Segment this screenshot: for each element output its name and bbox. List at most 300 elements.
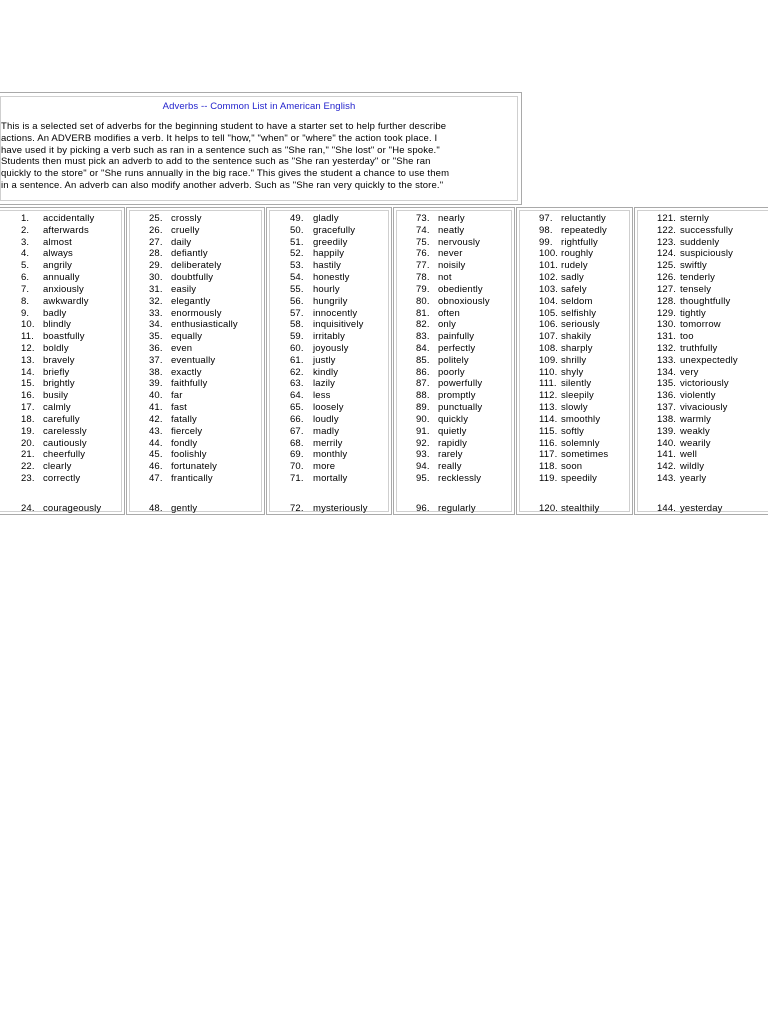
adverb-list-item <box>394 284 514 296</box>
intro-line: Students then must pick an adverb to add to the sentence such as "She ran yesterday" or "She ran <box>1 156 431 168</box>
adverb-word: shyly <box>561 366 584 378</box>
adverb-word: gently <box>171 503 198 514</box>
adverb-list-item <box>267 378 391 390</box>
adverb-list-item <box>267 503 391 515</box>
adverb-list-item <box>127 225 264 237</box>
adverb-list-item <box>394 461 514 473</box>
adverb-list-item <box>0 473 124 485</box>
adverb-list-item <box>0 378 124 390</box>
adverb-list-item <box>517 390 632 402</box>
adverb-number: 57. <box>290 307 304 319</box>
adverb-word: mortally <box>313 473 348 485</box>
adverb-word: loudly <box>313 413 339 425</box>
adverb-number: 12. <box>21 343 35 355</box>
adverb-word: busily <box>43 390 69 402</box>
adverb-number: 55. <box>290 283 304 295</box>
adverb-word: shrilly <box>561 354 587 366</box>
adverb-number: 21. <box>21 449 35 461</box>
adverb-list-item <box>267 260 391 272</box>
adverb-word: always <box>43 248 73 260</box>
adverb-number: 119. <box>539 473 558 485</box>
adverb-word: very <box>680 366 699 378</box>
adverb-list-item <box>635 260 768 272</box>
adverb-number: 51. <box>290 236 304 248</box>
adverb-list-item <box>635 503 768 515</box>
adverb-word: annually <box>43 272 80 284</box>
adverb-word: madly <box>313 425 340 437</box>
adverb-list-item <box>127 248 264 260</box>
adverb-list-item <box>127 426 264 438</box>
adverb-number: 44. <box>149 437 163 449</box>
adverb-list-item <box>635 248 768 260</box>
adverb-number: 71. <box>290 473 304 485</box>
adverb-word: victoriously <box>680 378 729 390</box>
adverb-list-item <box>394 331 514 343</box>
adverb-list-item <box>394 260 514 272</box>
adverb-number: 82. <box>416 319 430 331</box>
adverb-number: 130. <box>657 319 677 331</box>
adverb-list-item <box>394 367 514 379</box>
adverb-word: fatally <box>171 413 197 425</box>
adverb-word: even <box>171 343 193 355</box>
adverb-word: tomorrow <box>680 319 721 331</box>
adverb-list-item <box>0 438 124 450</box>
adverb-number: 117. <box>539 449 558 461</box>
adverb-list-item <box>127 414 264 426</box>
adverb-number: 31. <box>149 283 163 295</box>
adverb-list-item <box>0 503 124 515</box>
adverb-list-item <box>267 319 391 331</box>
adverb-number: 113. <box>539 402 558 414</box>
adverb-list-item <box>517 438 632 450</box>
adverb-list-item <box>635 426 768 438</box>
adverb-list-item <box>394 426 514 438</box>
adverb-list-item <box>0 367 124 379</box>
adverb-number: 28. <box>149 248 163 260</box>
adverb-word: sternly <box>680 213 710 224</box>
adverb-list-item <box>394 402 514 414</box>
adverb-word: seriously <box>561 319 600 331</box>
adverb-number: 140. <box>657 437 677 449</box>
adverb-list-item <box>267 308 391 320</box>
adverb-word: frantically <box>171 473 213 485</box>
adverb-number: 107. <box>539 331 559 343</box>
adverb-word: wearily <box>680 437 711 449</box>
adverb-number: 110. <box>539 366 558 378</box>
adverb-number: 116. <box>539 437 558 449</box>
adverb-list-item <box>0 260 124 272</box>
adverb-list-item <box>517 426 632 438</box>
adverb-list-item <box>127 355 264 367</box>
adverb-word: well <box>680 449 697 461</box>
adverb-word: sharply <box>561 343 593 355</box>
adverb-list-item <box>394 503 514 515</box>
adverb-list-item <box>0 248 124 260</box>
adverb-word: far <box>171 390 183 402</box>
adverb-word: roughly <box>561 248 594 260</box>
adverb-number: 45. <box>149 449 163 461</box>
adverb-word: not <box>438 272 452 284</box>
adverb-word: nervously <box>438 236 481 248</box>
adverb-list-item <box>635 414 768 426</box>
adverb-word: violently <box>680 390 716 402</box>
adverb-word: rudely <box>561 260 588 272</box>
adverb-list-item <box>267 296 391 308</box>
adverb-number: 49. <box>290 213 304 224</box>
adverb-word: equally <box>171 331 203 343</box>
adverb-list-item <box>394 343 514 355</box>
adverb-number: 69. <box>290 449 304 461</box>
adverb-list-item <box>267 438 391 450</box>
adverb-word: joyously <box>313 343 349 355</box>
adverb-word: monthly <box>313 449 348 461</box>
adverb-number: 111. <box>539 378 557 390</box>
adverb-number: 20. <box>21 437 35 449</box>
adverb-word: reluctantly <box>561 213 606 224</box>
adverb-number: 59. <box>290 331 304 343</box>
adverb-list-item <box>517 319 632 331</box>
adverb-list-item <box>517 272 632 284</box>
adverb-list-item <box>517 213 632 225</box>
adverb-list-item <box>127 284 264 296</box>
adverb-column <box>393 207 515 515</box>
adverb-list-item <box>267 284 391 296</box>
adverb-number: 83. <box>416 331 430 343</box>
adverb-word: neatly <box>438 224 465 236</box>
adverb-number: 127. <box>657 283 677 295</box>
adverb-list-item <box>127 378 264 390</box>
adverb-word: enormously <box>171 307 222 319</box>
adverb-word: thoughtfully <box>680 295 731 307</box>
intro-line: actions. An ADVERB modifies a verb. It helps to tell "how," "when" or "where" the action took place. I <box>1 132 438 144</box>
adverb-word: brightly <box>43 378 75 390</box>
adverb-word: courageously <box>43 503 102 514</box>
adverb-list-item <box>394 248 514 260</box>
adverb-list-item <box>0 355 124 367</box>
adverb-list-item <box>267 449 391 461</box>
adverb-list-item <box>267 272 391 284</box>
adverb-number: 136. <box>657 390 677 402</box>
adverb-word: cheerfully <box>43 449 86 461</box>
adverb-number: 67. <box>290 425 304 437</box>
adverb-number: 132. <box>657 343 677 355</box>
adverb-word: stealthily <box>561 503 600 514</box>
adverb-list-item <box>394 308 514 320</box>
adverb-word: promptly <box>438 390 476 402</box>
adverb-list-item <box>635 308 768 320</box>
adverb-word: faithfully <box>171 378 208 390</box>
adverb-word: badly <box>43 307 67 319</box>
adverb-word: painfully <box>438 331 475 343</box>
adverb-word: kindly <box>313 366 339 378</box>
adverb-number: 144. <box>657 503 677 514</box>
adverb-number: 66. <box>290 413 304 425</box>
adverb-list-item <box>635 378 768 390</box>
adverb-list-item <box>0 272 124 284</box>
adverb-number: 112. <box>539 390 558 402</box>
adverb-word: sometimes <box>561 449 609 461</box>
adverb-number: 24. <box>21 503 35 514</box>
adverb-list-item <box>0 331 124 343</box>
adverb-list-item <box>394 378 514 390</box>
adverb-list-item <box>127 213 264 225</box>
adverb-number: 19. <box>21 425 35 437</box>
adverb-word: easily <box>171 283 197 295</box>
adverb-number: 85. <box>416 354 430 366</box>
adverb-number: 99. <box>539 236 553 248</box>
intro-line: have used it by picking a verb such as ran in a sentence such as "She ran," "She lost" or "He spoke." <box>1 144 440 156</box>
adverb-number: 35. <box>149 331 163 343</box>
adverb-number: 90. <box>416 413 430 425</box>
adverb-list-item <box>517 449 632 461</box>
adverb-word: perfectly <box>438 343 476 355</box>
adverb-word: greedily <box>313 236 348 248</box>
adverb-number: 105. <box>539 307 559 319</box>
adverb-list-item <box>635 461 768 473</box>
adverb-list-item <box>517 260 632 272</box>
adverb-word: rightfully <box>561 236 598 248</box>
adverb-list-item <box>0 225 124 237</box>
adverb-list-item <box>394 355 514 367</box>
adverb-number: 22. <box>21 461 35 473</box>
adverb-list-item <box>267 237 391 249</box>
adverb-number: 15. <box>21 378 35 390</box>
adverb-list-item <box>127 260 264 272</box>
adverb-number: 29. <box>149 260 163 272</box>
adverb-list-item <box>394 237 514 249</box>
adverb-number: 14. <box>21 366 35 378</box>
adverb-word: afterwards <box>43 224 89 236</box>
adverb-word: selfishly <box>561 307 597 319</box>
adverb-number: 36. <box>149 343 163 355</box>
adverb-list-item <box>635 355 768 367</box>
adverb-number: 43. <box>149 425 163 437</box>
adverb-list-item <box>0 449 124 461</box>
adverb-list-item <box>267 331 391 343</box>
adverb-number: 17. <box>21 402 35 414</box>
adverb-word: bravely <box>43 354 75 366</box>
adverb-word: happily <box>313 248 345 260</box>
adverb-word: repeatedly <box>561 224 607 236</box>
adverb-word: hourly <box>313 283 340 295</box>
adverb-word: carefully <box>43 413 80 425</box>
adverb-number: 89. <box>416 402 430 414</box>
adverb-list-item <box>635 237 768 249</box>
intro-paragraph <box>1 121 515 192</box>
adverb-number: 42. <box>149 413 163 425</box>
adverb-number: 3. <box>21 236 30 248</box>
intro-inner <box>0 96 518 201</box>
adverb-word: fast <box>171 402 187 414</box>
adverb-word: wildly <box>680 461 705 473</box>
intro-title: Adverbs -- Common List in American English <box>162 101 356 112</box>
adverb-list-item <box>0 296 124 308</box>
adverb-list-item <box>267 343 391 355</box>
adverb-word: cautiously <box>43 437 87 449</box>
adverb-number: 141. <box>657 449 677 461</box>
adverb-word: noisily <box>438 260 466 272</box>
adverb-word: seldom <box>561 295 593 307</box>
adverb-column <box>0 207 125 515</box>
adverb-column <box>266 207 392 515</box>
adverb-word: tenderly <box>680 272 715 284</box>
adverb-number: 34. <box>149 319 163 331</box>
adverb-word: elegantly <box>171 295 211 307</box>
adverb-word: vivaciously <box>680 402 728 414</box>
adverb-number: 120. <box>539 503 559 514</box>
adverb-word: clearly <box>43 461 72 473</box>
adverb-list-item <box>635 343 768 355</box>
adverb-word: awkwardly <box>43 295 89 307</box>
adverb-list-item <box>517 503 632 515</box>
adverb-number: 94. <box>416 461 430 473</box>
adverb-number: 118. <box>539 461 558 473</box>
adverb-word: speedily <box>561 473 598 485</box>
adverb-number: 50. <box>290 224 304 236</box>
adverb-number: 139. <box>657 425 677 437</box>
adverb-word: doubtfully <box>171 272 214 284</box>
adverb-number: 7. <box>21 283 30 295</box>
adverb-list-item <box>0 426 124 438</box>
adverb-number: 16. <box>21 390 35 402</box>
adverb-list-item <box>635 284 768 296</box>
adverb-number: 123. <box>657 236 677 248</box>
adverb-word: fiercely <box>171 425 203 437</box>
adverb-list-item <box>394 449 514 461</box>
adverb-list-item <box>127 331 264 343</box>
adverb-number: 92. <box>416 437 430 449</box>
adverb-number: 96. <box>416 503 430 514</box>
adverb-list-item <box>635 225 768 237</box>
adverb-number: 104. <box>539 295 559 307</box>
adverb-number: 74. <box>416 224 430 236</box>
adverb-word: quickly <box>438 413 469 425</box>
adverb-word: yearly <box>680 473 707 485</box>
adverb-word: slowly <box>561 402 588 414</box>
adverb-word: softly <box>561 425 585 437</box>
adverb-number: 61. <box>290 354 304 366</box>
adverb-list-item <box>635 367 768 379</box>
adverb-word: hungrily <box>313 295 348 307</box>
adverb-list-item <box>394 390 514 402</box>
adverb-number: 98. <box>539 224 553 236</box>
adverb-number: 142. <box>657 461 677 473</box>
adverb-word: loosely <box>313 402 344 414</box>
adverb-number: 68. <box>290 437 304 449</box>
adverb-word: weakly <box>680 425 710 437</box>
adverb-word: sleepily <box>561 390 594 402</box>
adverb-number: 79. <box>416 283 430 295</box>
adverb-word: anxiously <box>43 283 84 295</box>
adverb-word: mysteriously <box>313 503 368 514</box>
adverb-number: 131. <box>657 331 677 343</box>
adverb-list-item <box>517 343 632 355</box>
adverb-word: boldly <box>43 343 69 355</box>
adverb-word: unexpectedly <box>680 354 738 366</box>
adverb-number: 23. <box>21 473 35 485</box>
intro-line: in a sentence. An adverb can also modify another adverb. Such as "She ran very quickly to the store." <box>1 179 444 191</box>
adverb-number: 62. <box>290 366 304 378</box>
adverb-list-item <box>0 213 124 225</box>
adverb-list-item <box>394 319 514 331</box>
adverb-number: 70. <box>290 461 304 473</box>
adverb-number: 143. <box>657 473 677 485</box>
adverb-number: 1. <box>21 213 30 224</box>
adverb-word: never <box>438 248 463 260</box>
adverb-word: hastily <box>313 260 341 272</box>
adverb-word: suspiciously <box>680 248 734 260</box>
adverb-list-item <box>127 367 264 379</box>
adverb-number: 129. <box>657 307 677 319</box>
adverb-word: really <box>438 461 462 473</box>
adverb-word: cruelly <box>171 224 200 236</box>
adverb-number: 115. <box>539 425 558 437</box>
adverb-list-item <box>394 473 514 485</box>
adverb-number: 125. <box>657 260 677 272</box>
adverb-list-item <box>0 343 124 355</box>
adverb-word: tensely <box>680 283 712 295</box>
adverb-number: 76. <box>416 248 430 260</box>
adverb-list-item <box>0 284 124 296</box>
adverb-list-item <box>394 438 514 450</box>
adverb-number: 72. <box>290 503 304 514</box>
adverb-list-item <box>127 402 264 414</box>
adverb-word: deliberately <box>171 260 222 272</box>
adverb-number: 65. <box>290 402 304 414</box>
adverb-number: 38. <box>149 366 163 378</box>
adverb-word: defiantly <box>171 248 208 260</box>
adverb-list-item <box>635 331 768 343</box>
adverb-number: 81. <box>416 307 430 319</box>
adverb-number: 9. <box>21 307 30 319</box>
adverb-word: angrily <box>43 260 73 272</box>
adverb-number: 80. <box>416 295 430 307</box>
adverb-number: 122. <box>657 224 677 236</box>
adverb-number: 95. <box>416 473 430 485</box>
adverb-list-item <box>127 319 264 331</box>
adverb-word: warmly <box>680 413 711 425</box>
adverb-list-item <box>517 237 632 249</box>
adverb-list-item <box>127 473 264 485</box>
adverb-list-item <box>0 237 124 249</box>
adverb-word: regularly <box>438 503 476 514</box>
adverb-number: 133. <box>657 354 677 366</box>
adverb-number: 8. <box>21 295 30 307</box>
adverb-list-item <box>635 402 768 414</box>
adverb-list-item <box>517 402 632 414</box>
adverb-word: justly <box>313 354 336 366</box>
adverb-list-item <box>394 213 514 225</box>
adverb-number: 88. <box>416 390 430 402</box>
adverb-number: 108. <box>539 343 559 355</box>
adverb-number: 102. <box>539 272 559 284</box>
adverb-word: too <box>680 331 694 343</box>
adverb-number: 93. <box>416 449 430 461</box>
adverb-word: calmly <box>43 402 71 414</box>
adverb-word: sadly <box>561 272 584 284</box>
adverb-list-item <box>394 272 514 284</box>
adverb-list-item <box>267 248 391 260</box>
adverb-list-item <box>517 461 632 473</box>
adverb-word: honestly <box>313 272 350 284</box>
adverb-number: 126. <box>657 272 677 284</box>
adverb-word: innocently <box>313 307 358 319</box>
adverb-list-item <box>0 414 124 426</box>
adverb-list-item <box>517 473 632 485</box>
adverb-word: often <box>438 307 460 319</box>
adverb-word: eventually <box>171 354 216 366</box>
adverb-list-item <box>267 402 391 414</box>
